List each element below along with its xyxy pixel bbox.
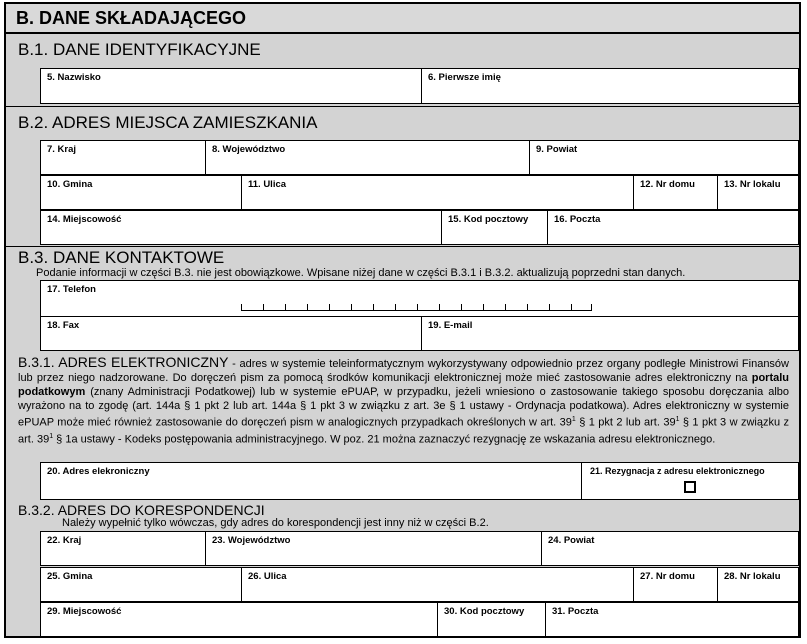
b32-row1 [40, 531, 799, 566]
b31-text: § 1a ustawy - Kodeks postępowania administracyjnego. W poz. 21 można zaznaczyć rezygnację ze wskazania adresu elektronicznego. [53, 433, 716, 446]
b1-row [40, 68, 799, 104]
b32-note: Należy wypełnić tylko wówczas, gdy adres do korespondencji jest inny niż w części B.2. [62, 517, 489, 529]
b32-title: B.3.2. ADRES DO KORESPONDENCJI [18, 502, 265, 518]
phone-field[interactable] [40, 280, 799, 317]
corr-country-field[interactable] [41, 532, 205, 565]
corr-house-number-field[interactable] [633, 568, 718, 601]
corr-apartment-number-field[interactable] [717, 568, 798, 601]
form-section-b [4, 2, 801, 638]
b2-row2 [40, 175, 799, 210]
apartment-number-field[interactable] [717, 176, 798, 209]
country-field[interactable] [41, 141, 205, 174]
fax-field[interactable] [41, 317, 421, 350]
e-address-field[interactable] [41, 463, 581, 499]
b3-title: B.3. DANE KONTAKTOWE [18, 248, 225, 267]
b3-note: Podanie informacji w części B.3. nie jest obowiązkowe. Wpisane niżej dane w części B.3.1 i B.3.2. aktualizują poprzedni stan danych. [36, 267, 686, 279]
b31-text-bold: portalu podatkowym [18, 372, 789, 398]
field-label: 31. Poczta [552, 606, 599, 617]
field-label: 26. Ulica [248, 571, 287, 582]
email-field[interactable] [421, 317, 798, 350]
field-label: 10. Gmina [47, 179, 93, 190]
field-label: 12. Nr domu [640, 179, 695, 190]
corr-street-field[interactable] [241, 568, 634, 601]
superscript: 1 [571, 416, 576, 423]
field-label: 11. Ulica [248, 179, 287, 190]
corr-post-office-field[interactable] [545, 603, 798, 636]
field-label: 14. Miejscowość [47, 214, 122, 225]
county-field[interactable] [529, 141, 798, 174]
post-office-field[interactable] [547, 211, 798, 244]
field-label: 9. Powiat [536, 144, 578, 155]
b2-title: B.2. ADRES MIEJSCA ZAMIESZKANIA [18, 113, 318, 132]
street-field[interactable] [241, 176, 634, 209]
corr-county-field[interactable] [541, 532, 798, 565]
b31-description [18, 355, 789, 446]
locality-field[interactable] [41, 211, 441, 244]
field-label: 13. Nr lokalu [724, 179, 781, 190]
b31-text: (znany Administracji Podatkowej) lub w systemie ePUAP, w przypadku, jeżeli wniesiono o zastosowanie takiego sposobu doręczania albo wyrażono na to zgodę (art. 144a § 1 pkt 2 lub art. 144a § 1 pkt 3 w związku z art. 3e § 1 ustawy - Ordynacja podatkowa). Adres elektroniczny w systemie ePUAP może mieć również zastosowanie do doręczeń pism w analogicznych przypadkach określonych w art. 39 [18, 386, 789, 429]
field-label: 21. Rezygnacja z adresu elektronicznego [590, 466, 765, 476]
b3-fax-row [40, 316, 799, 351]
field-label: 27. Nr domu [640, 571, 695, 582]
b2-row3 [40, 210, 799, 245]
field-label: 30. Kod pocztowy [444, 606, 525, 617]
corr-commune-field[interactable] [41, 568, 241, 601]
postal-code-field[interactable] [441, 211, 548, 244]
b1-title: B.1. DANE IDENTYFIKACYJNE [18, 40, 261, 59]
b31-title: B.3.1. ADRES ELEKTRONICZNY [18, 354, 229, 370]
divider [6, 246, 799, 247]
b31-row [40, 462, 799, 500]
b31-text: § 1 pkt 3 w związku z art. 39 [18, 416, 789, 446]
divider [6, 106, 799, 107]
field-label: 7. Kraj [47, 144, 77, 155]
b2-row1 [40, 140, 799, 175]
field-label: 24. Powiat [548, 535, 595, 546]
field-label: 5. Nazwisko [47, 72, 101, 83]
field-label: 19. E-mail [428, 320, 473, 331]
section-header [6, 4, 799, 34]
superscript: 1 [675, 416, 680, 423]
field-label: 22. Kraj [47, 535, 82, 546]
field-label: 20. Adres elekroniczny [47, 466, 150, 477]
field-label: 16. Poczta [554, 214, 601, 225]
b32-row3 [40, 602, 799, 637]
corr-postal-code-field[interactable] [437, 603, 546, 636]
phone-digit-boxes [241, 304, 592, 311]
field-label: 18. Fax [47, 320, 80, 331]
superscript: 1 [49, 432, 54, 440]
opt-out-checkbox[interactable] [684, 481, 696, 493]
first-name-field[interactable] [421, 69, 798, 103]
field-label: 6. Pierwsze imię [428, 72, 501, 83]
field-label: 29. Miejscowość [47, 606, 122, 617]
corr-voivodeship-field[interactable] [205, 532, 542, 565]
section-title: B. DANE SKŁADAJĄCEGO [16, 8, 247, 28]
surname-field[interactable] [41, 69, 421, 103]
field-label: 28. Nr lokalu [724, 571, 781, 582]
field-label: 23. Województwo [212, 535, 291, 546]
house-number-field[interactable] [633, 176, 718, 209]
b31-text: - adres w systemie teleinformatycznym wykorzystywany odpowiednio przez organy podległe Ministrowi Finansów lub przez niego nadzorowane. Do doręczeń pism za pomocą środków komunikacji elektronicznej może mieć zastosowanie adres elektroniczny na [18, 358, 789, 384]
field-label: 25. Gmina [47, 571, 93, 582]
voivodeship-field[interactable] [205, 141, 530, 174]
corr-locality-field[interactable] [41, 603, 437, 636]
field-label: 8. Województwo [212, 144, 286, 155]
e-address-opt-out [581, 463, 798, 499]
commune-field[interactable] [41, 176, 241, 209]
field-label: 15. Kod pocztowy [448, 214, 529, 225]
field-label: 17. Telefon [47, 284, 96, 295]
b31-text: § 1 pkt 2 lub art. 39 [575, 416, 676, 429]
b32-row2 [40, 567, 799, 602]
